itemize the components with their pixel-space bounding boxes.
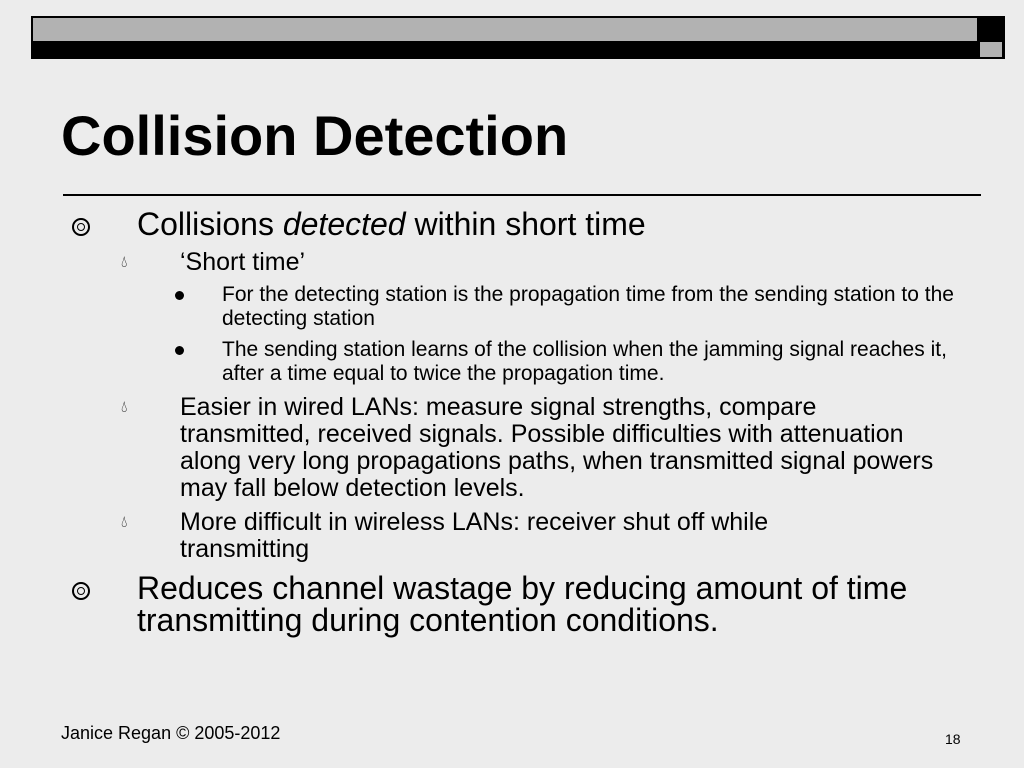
drop-bullet-icon: 💧︎ bbox=[121, 254, 128, 271]
sub-bullet-text: ‘Short time’ bbox=[180, 248, 306, 276]
header-band-stripe bbox=[33, 18, 977, 41]
dot-bullet-icon bbox=[175, 291, 184, 300]
drop-bullet-icon: 💧︎ bbox=[121, 399, 128, 416]
dot-bullet-icon bbox=[175, 346, 184, 355]
sub-bullet-wireless-lans bbox=[180, 509, 880, 563]
slide-title: Collision Detection bbox=[61, 104, 569, 167]
drop-bullet-icon: 💧︎ bbox=[121, 514, 128, 531]
point-detecting-station bbox=[222, 283, 972, 331]
sub-bullet-wired-lans bbox=[180, 394, 940, 502]
sub-bullet-text: Easier in wired LANs: measure signal strengths, compare transmitted, received signals. Possible difficulties with attenuation along very long propagations paths, when transmitted signal powers may fall below detection levels. bbox=[180, 393, 934, 502]
point-text: For the detecting station is the propagation time from the sending station to the detecting station bbox=[222, 283, 954, 330]
sub-bullet-short-time bbox=[180, 249, 970, 276]
dharma-wheel-bullet-icon bbox=[72, 582, 90, 600]
bullet-reduces-wastage bbox=[137, 572, 977, 636]
bullet-text-after: within short time bbox=[405, 206, 646, 242]
point-text: The sending station learns of the collision when the jamming signal reaches it, after a time equal to twice the propagation time. bbox=[222, 338, 947, 385]
point-sending-station bbox=[222, 338, 972, 386]
bullet-text-before: Collisions bbox=[137, 206, 283, 242]
sub-bullet-text: More difficult in wireless LANs: receiver shut off while transmitting bbox=[180, 508, 769, 563]
bullet-collisions-detected bbox=[137, 208, 977, 240]
header-corner-inset bbox=[980, 42, 1002, 57]
dharma-wheel-bullet-icon bbox=[72, 218, 90, 236]
bullet-text-italic: detected bbox=[282, 206, 406, 242]
title-divider bbox=[63, 194, 981, 196]
bullet-text: Reduces channel wastage by reducing amount of time transmitting during contention conditions. bbox=[137, 570, 908, 638]
footer-author: Janice Regan © 2005-2012 bbox=[61, 723, 281, 743]
page-number: 18 bbox=[945, 731, 961, 747]
